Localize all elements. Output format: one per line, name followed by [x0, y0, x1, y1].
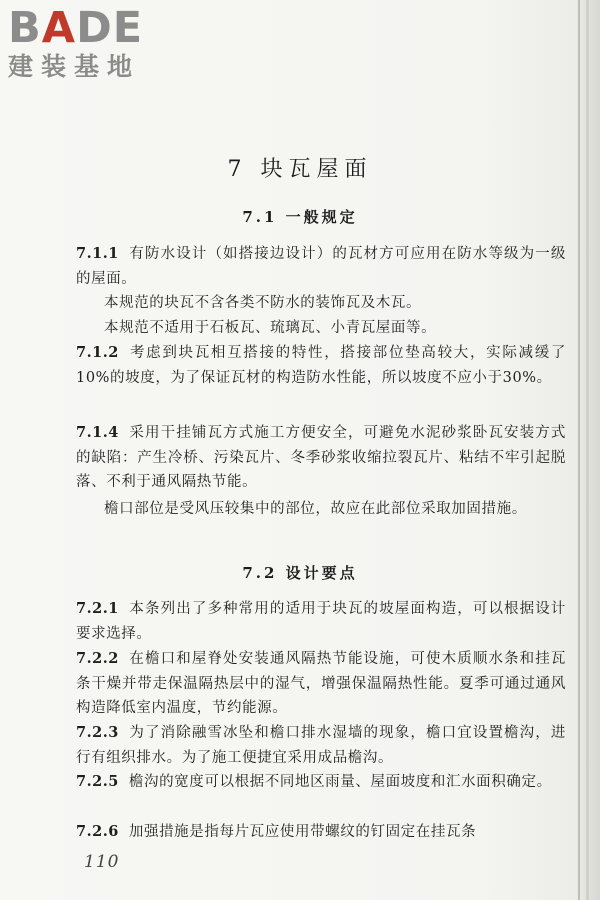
clause-7-1-4 [76, 421, 566, 495]
note-paragraph [76, 316, 566, 341]
clause-7-2-6 [76, 820, 566, 845]
page-number: 110 [84, 852, 120, 872]
clause-text: 有防水设计（如搭接边设计）的瓦材方可应用在防水等级为一级的屋面。 [76, 246, 566, 287]
clause-text: 本条列出了多种常用的适用于块瓦的坡屋面构造，可以根据设计要求选择。 [76, 601, 566, 642]
page-edge-shadow-outer [586, 0, 589, 900]
logo-wordmark-b: B [8, 3, 42, 53]
clause-text: 采用干挂铺瓦方式施工方便安全，可避免水泥砂浆卧瓦安装方式的缺陷：产生冷桥、污染瓦片、冬季砂浆收缩拉裂瓦片、粘结不牢引起脱落、不利于通风隔热节能。 [76, 425, 566, 490]
clause-7-2-3 [76, 721, 566, 770]
clause-number: 7.2.2 [76, 650, 119, 667]
clause-7-2-1 [76, 597, 566, 646]
clause-number: 7.2.1 [76, 600, 119, 617]
clause-number: 7.2.5 [76, 773, 119, 790]
section-title-7-2: 7.2 设计要点 [242, 564, 358, 582]
clause-7-2-2 [76, 647, 566, 721]
note-text: 本规范的块瓦不含各类不防水的装饰瓦及木瓦。 [104, 295, 422, 311]
chapter-title: 7 块瓦屋面 [227, 157, 373, 182]
note-text: 本规范不适用于石板瓦、琉璃瓦、小青瓦屋面等。 [104, 320, 437, 336]
bade-logo [8, 3, 178, 82]
clause-text: 为了消除融雪冰坠和檐口排水湿墙的现象，檐口宜设置檐沟，进行有组织排水。为了施工便捷宜采用成品檐沟。 [76, 725, 566, 766]
logo-wordmark [8, 3, 178, 53]
clause-number: 7.2.6 [76, 823, 119, 840]
note-text: 檐口部位是受风压较集中的部位，故应在此部位采取加固措施。 [104, 501, 527, 517]
page-edge-shadow [578, 0, 580, 900]
clause-number: 7.1.4 [76, 424, 119, 441]
clause-text: 考虑到块瓦相互搭接的特性，搭接部位垫高较大，实际减缓了10%的坡度，为了保证瓦材的构造防水性能，所以坡度不应小于30%。 [76, 345, 566, 386]
note-paragraph [76, 497, 566, 522]
clause-number: 7.2.3 [76, 724, 119, 741]
clause-7-2-5 [76, 770, 566, 795]
logo-wordmark-de: DE [76, 3, 144, 53]
clause-7-1-1 [76, 242, 566, 291]
clause-text: 加强措施是指每片瓦应使用带螺纹的钉固定在挂瓦条 [128, 824, 477, 840]
clause-text: 檐沟的宽度可以根据不同地区雨量、屋面坡度和汇水面积确定。 [128, 774, 552, 790]
logo-wordmark-accent: A [41, 3, 77, 53]
clause-text: 在檐口和屋脊处安装通风隔热节能设施，可使木质顺水条和挂瓦条干燥并带走保温隔热层中的湿气，增强保温隔热性能。夏季可通过通风构造降低室内温度，节约能源。 [76, 651, 566, 716]
note-paragraph [76, 291, 566, 316]
clause-number: 7.1.2 [76, 344, 119, 361]
section-title-7-1: 7.1 一般规定 [242, 208, 358, 226]
clause-7-1-2 [76, 341, 566, 390]
clause-number: 7.1.1 [76, 245, 119, 262]
logo-subtitle: 建装基地 [8, 52, 141, 81]
